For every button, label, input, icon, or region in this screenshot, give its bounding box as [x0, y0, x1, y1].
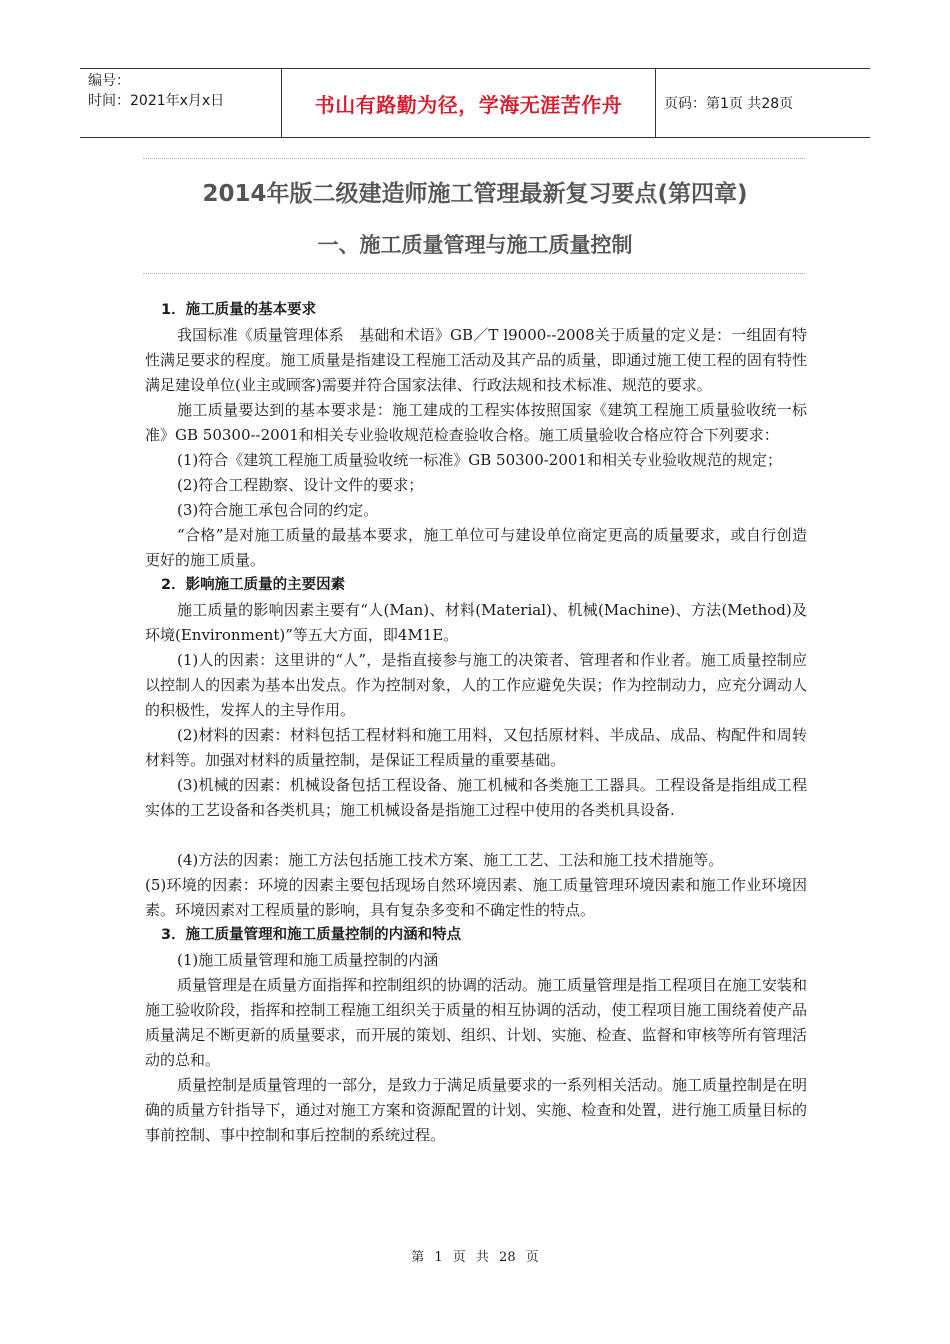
paragraph: (1)人的因素：这里讲的“人”，是指直接参与施工的决策者、管理者和作业者。施工质量控制应以控制人的因素为基本出发点。作为控制对象，人的工作应避免失误；作为控制动力，应充分调动人的积极性，发挥人的主导作用。: [145, 651, 807, 719]
paragraph: (2)材料的因素：材料包括工程材料和施工用料，又包括原材料、半成品、成品、构配件和周转材料等。加强对材料的质量控制，是保证工程质量的重要基础。: [145, 726, 807, 769]
paragraph: (3)符合施工承包合同的约定。: [177, 501, 379, 519]
paragraph: (5)环境的因素：环境的因素主要包括现场自然环境因素、施工质量管理环境因素和施工作业环境因素。环境因素对工程质量的影响，具有复杂多变和不确定性的特点。: [145, 876, 807, 919]
paragraph: 我国标准《质量管理体系 基础和术语》GB／T l9000--2008关于质量的定义是：一组固有特性满足要求的程度。施工质量是指建设工程施工活动及其产品的质量，即通过施工使工程的固有特性满足建设单位(业主或顾客)需要并符合国家法律、行政法规和技术标准、规范的要求。: [145, 326, 807, 394]
header-table: [80, 68, 870, 138]
page-footer: 第 1 页 共 28 页: [411, 1250, 539, 1265]
section-heading-3: 3．施工质量管理和施工质量控制的内涵和特点: [161, 927, 462, 943]
paragraph: 施工质量要达到的基本要求是：施工建成的工程实体按照国家《建筑工程施工质量验收统一标准》GB 50300--2001和相关专业验收规范检查验收合格。施工质量验收合格应符合下列要求：: [145, 401, 807, 444]
paragraph: 质量管理是在质量方面指挥和控制组织的协调的活动。施工质量管理是指工程项目在施工安装和施工验收阶段，指挥和控制工程施工组织关于质量的相互协调的活动，使工程项目施工围绕着使产品质量满足不断更新的质量要求，而开展的策划、组织、计划、实施、检查、监督和审核等所有管理活动的总和。: [145, 976, 808, 1069]
header-motto-cell: [282, 69, 656, 137]
paragraph: (2)符合工程勘察、设计文件的要求；: [177, 476, 424, 494]
paragraph: (1)符合《建筑工程施工质量验收统一标准》GB 50300-2001和相关专业验收规范的规定；: [177, 451, 782, 469]
sub-title: 一、施工质量管理与施工质量控制: [317, 233, 633, 257]
paragraph: “合格”是对施工质量的最基本要求，施工单位可与建设单位商定更高的质量要求，或自行创造更好的施工质量。: [145, 526, 807, 569]
header-page-info: 页码：第1页 共28页: [664, 96, 794, 112]
section-heading-2: 2．影响施工质量的主要因素: [161, 577, 346, 593]
title-divider: [143, 273, 805, 274]
document-number: 编号：: [88, 73, 130, 89]
document-time: 时间：2021年x月x日: [88, 93, 225, 109]
document-body: [145, 298, 807, 1148]
paragraph: (1)施工质量管理和施工质量控制的内涵: [177, 951, 439, 969]
header-motto: 书山有路勤为径，学海无涯苦作舟: [314, 92, 623, 117]
section-heading-1: 1．施工质量的基本要求: [161, 302, 317, 318]
main-title: 2014年版二级建造师施工管理最新复习要点(第四章): [202, 181, 748, 207]
top-divider: [143, 158, 805, 159]
header-meta: [80, 69, 282, 137]
paragraph: (4)方法的因素：施工方法包括施工技术方案、施工工艺、工法和施工技术措施等。: [177, 851, 724, 869]
paragraph: 质量控制是质量管理的一部分，是致力于满足质量要求的一系列相关活动。施工质量控制是在明确的质量方针指导下，通过对施工方案和资源配置的计划、实施、检查和处置，进行施工质量目标的事前控制、事中控制和事后控制的系统过程。: [145, 1076, 808, 1144]
paragraph: 施工质量的影响因素主要有“人(Man)、材料(Material)、机械(Machine)、方法(Method)及环境(Environment)”等五大方面，即4M1E。: [145, 601, 807, 644]
paragraph: (3)机械的因素：机械设备包括工程设备、施工机械和各类施工工器具。工程设备是指组成工程实体的工艺设备和各类机具；施工机械设备是指施工过程中使用的各类机具设备.: [145, 776, 807, 819]
blank-line: [145, 823, 807, 848]
